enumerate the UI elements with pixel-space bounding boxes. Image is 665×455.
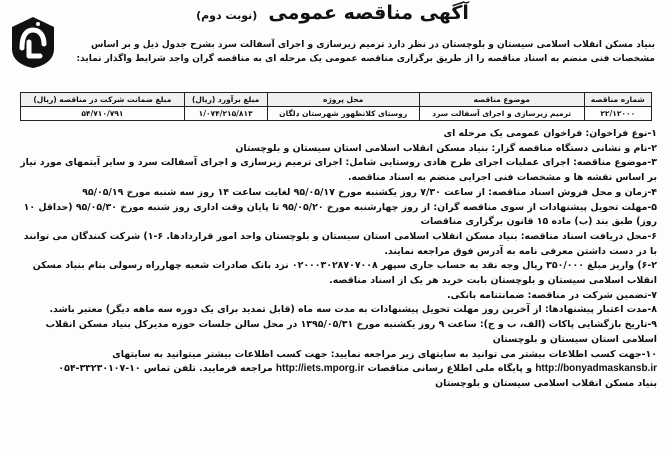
foundation-logo-icon: [8, 14, 58, 70]
website-link[interactable]: http://bonyadmaskansb.ir: [535, 363, 657, 375]
tender-table: [20, 92, 652, 121]
table-cell: روستای کلانظهور شهرستان دلگان: [267, 107, 419, 121]
table-cell: ۵۴/۷۱۰/۷۹۱: [21, 107, 185, 121]
contact-text: ۱۰-جهت کسب اطلاعات بیشتر می توانید به سایتهای زیر مراجعه نمایید: جهت کسب اطلاعات بیشتر میتوانید به سایتهای: [112, 348, 657, 360]
table-cell: ترمیم زیرسازی و اجرای آسفالت سرد: [419, 107, 584, 121]
column-header: شماره مناقصه: [584, 93, 651, 107]
tender-portal-link[interactable]: http://iets.mporg.ir: [275, 363, 365, 375]
list-item: ۲-نام و نشانی دستگاه مناقصه گزار: بنیاد مسکن انقلاب اسلامی استان سیستان و بلوچستان: [235, 142, 657, 154]
notice-items: [18, 127, 657, 392]
contact-text: و پایگاه ملی اطلاع رسانی مناقصات: [367, 363, 533, 375]
list-item: ۱-نوع فراخوان: فراخوان عمومی یک مرحله ای: [443, 128, 657, 139]
list-item: ۶-محل دریافت اسناد مناقصه: بنیاد مسکن انقلاب اسلامی استان سیستان و بلوچستان واحد امور قراردادها. ۶-۱) شرکت کنندگان می توانند با در دست داشتن معرفی نامه به آدرس فوق مراجعه نمایند.: [23, 230, 657, 257]
list-item: ۷-تضمین شرکت در مناقصه: ضمانتنامه بانکی.: [447, 289, 657, 301]
contact-text: مراجعه فرمایید. تلفن تماس ۱۰-۳۳۲۳۰۱۰۷-۰۵۴: [58, 363, 273, 375]
column-header: مبلغ ضمانت شرکت در مناقصه (ریال): [21, 93, 185, 107]
list-item: ۸-مدت اعتبار پیشنهادها: از آخرین روز مهلت تحویل پیشنهادات به مدت سه ماه (قابل تمدید برای یک دوره سه ماهه دیگر) معتبر باشد.: [49, 304, 657, 316]
table-header-row: [21, 93, 652, 107]
list-item: ۹-تاریخ بازگشایی پاکات (الف، ب و ج): ساعت ۹ روز یکشنبه مورخ ۱۳۹۵/۰۵/۳۱ در محل سالن جلسات حوزه مدیرکل بنیاد مسکن انقلاب اسلامی استان سیستان و بلوچستان: [45, 319, 657, 345]
page-subtitle: (نوبت دوم): [196, 9, 258, 22]
list-item-contact: [18, 348, 657, 377]
signature: بنیاد مسکن انقلاب اسلامی سیستان و بلوچستان: [435, 377, 657, 389]
list-item: ۵-مهلت تحویل پیشنهادات از سوی مناقصه گران: از روز چهارشنبه مورخ ۹۵/۰۵/۲۰ تا پایان وقت اداری روز شنبه مورخ ۹۵/۰۵/۳۰ (حداقل ۱۰ روز) طبق بند (ب) ماده ۱۵ قانون برگزاری مناقصات: [23, 201, 657, 228]
table-cell: ۱/۰۷۴/۲۱۵/۸۱۳: [184, 107, 267, 121]
list-item: ۳-موضوع مناقصه: اجرای عملیات اجرای طرح هادی روستایی شامل: اجرای ترمیم زیرسازی و اجرای آسفالت سرد و سایر آیتمهای مورد نیاز بر اساس نقشه ها و مشخصات فنی اجرایی منضم به اسناد مناقصه.: [20, 157, 657, 184]
list-item: ۴-زمان و محل فروش اسناد مناقصه: از ساعت ۷/۳۰ روز یکشنبه مورخ ۹۵/۰۵/۱۷ لغایت ساعت ۱۴ روز سه شنبه مورخ ۹۵/۰۵/۱۹: [82, 186, 657, 198]
column-header: موضوع مناقصه: [419, 93, 584, 107]
table-cell: ۲۲/۱۲۰۰۰: [584, 107, 651, 121]
page-title: آگهی مناقصه عمومی: [268, 2, 469, 24]
column-header: محل پروژه: [267, 93, 419, 107]
table-row: [21, 107, 652, 121]
notice-header: [150, 2, 515, 32]
list-item: ۶-۲) واریز مبلغ ۳۵۰/۰۰۰ ریال وجه نقد به حساب جاری سپهر ۰۲۰۰۰۳۰۲۸۷۰۷۰۰۸ نزد بانک صادرات شعبه چهارراه رسولی بنام بنیاد مسکن انقلاب اسلامی سیستان و بلوچستان بابت خرید هر یک از اسناد مناقصه.: [32, 260, 657, 287]
intro-paragraph: بنیاد مسکن انقلاب اسلامی سیستان و بلوچستان در نظر دارد ترمیم زیرسازی و اجرای آسفالت سرد بشرح جدول ذیل و بر اساس مشخصات فنی منضم به اسناد مناقصه را از طریق برگزاری مناقصه عمومی یک مرحله ای به مناقصه گران واجد شرایط واگذار نماید:: [76, 40, 655, 64]
column-header: مبلغ برآورد (ریال): [184, 93, 267, 107]
